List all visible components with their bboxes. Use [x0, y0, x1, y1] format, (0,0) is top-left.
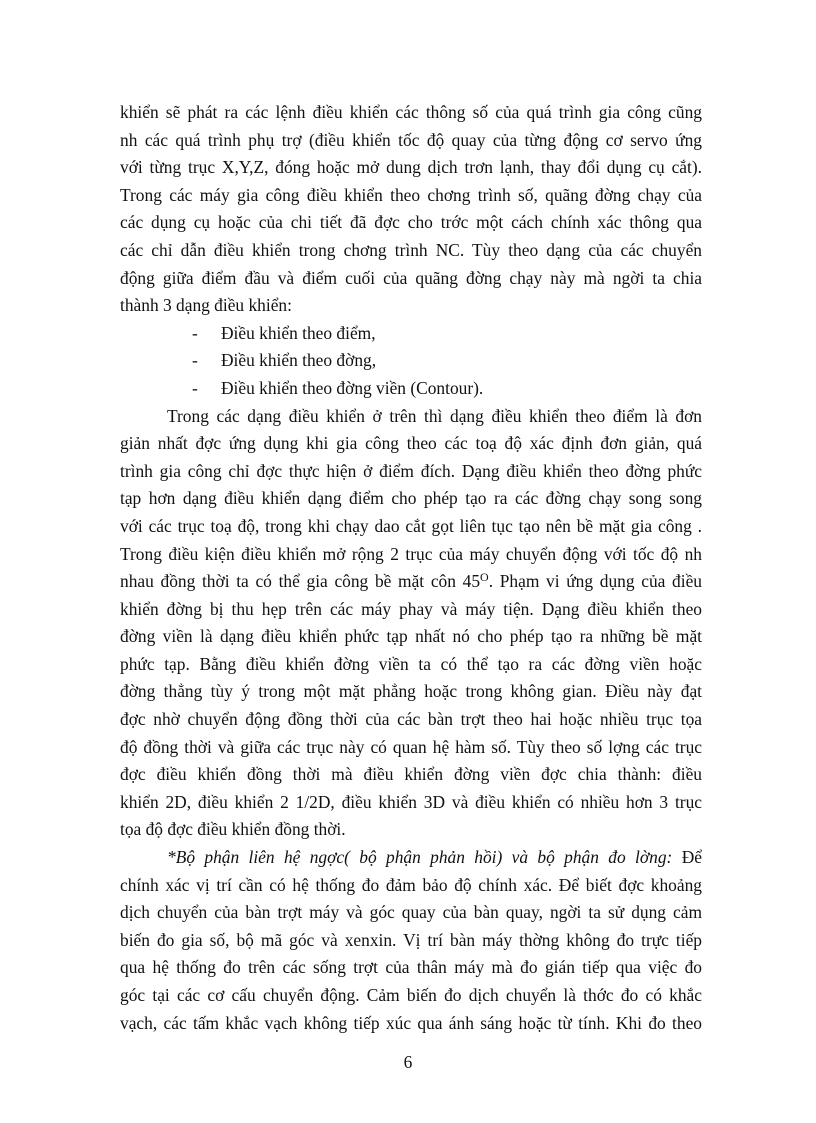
text-line: đợc nhờ chuyển động đồng thời của các bàn trợt theo hai hoặc nhiều trục tọa — [120, 709, 702, 730]
text-line: phức tạp. Bằng điều khiển đờng viền ta có thể tạo ra các đờng viền hoặc — [120, 653, 702, 674]
text-line: tọa độ đợc điều khiển đồng thời. — [120, 819, 346, 840]
text-line: chính xác vị trí cần có hệ thống đo đảm bảo độ chính xác. Để biết đợc khoảng — [120, 874, 702, 895]
text-line: trình gia công chỉ đợc thực hiện ở điểm đích. Dạng điều khiển theo đờng phức — [120, 460, 702, 481]
text-line: thành 3 dạng điều khiển: — [120, 295, 292, 316]
text-line: biến đo gia số, bộ mã góc và xenxin. Vị trí bàn máy thờng không đo trực tiếp — [120, 929, 702, 950]
text-line: góc tại các cơ cấu chuyển động. Cảm biến đo dịch chuyển là thớc đo có khắc — [120, 985, 702, 1005]
text-line: đợc điều khiển đồng thời mà điều khiển đờng viền đợc chia thành: điều — [120, 764, 702, 785]
section-heading-rest: Để — [672, 847, 702, 868]
list-item — [120, 375, 702, 403]
angle-line-suffix: . Phạm vi ứng dụng của điều — [488, 571, 703, 592]
text-line: Trong các dạng điều khiển ở trên thì dạng điều khiển theo điểm là đơn — [167, 405, 702, 426]
text-line: qua hệ thống đo trên các sống trợt của thân máy mà đo gián tiếp qua việc đo — [120, 957, 702, 978]
list-item-text: Điều khiển theo đờng viền (Contour). — [221, 377, 484, 398]
page-number: 6 — [403, 1052, 413, 1072]
list-item — [120, 320, 702, 348]
text-line: đờng viền là dạng điều khiển phức tạp nhất nó cho phép tạo ra những bề mặt — [120, 626, 702, 647]
text-line: với từng trục X,Y,Z, đóng hoặc mở dung dịch trơn lạnh, thay đổi dụng cụ cắt). — [120, 157, 702, 178]
text-line: các dụng cụ hoặc của chi tiết đã đợc cho trớc một cách chính xác thông qua — [120, 212, 702, 233]
text-line: vạch, các tấm khắc vạch không tiếp xúc qua ánh sáng hoặc từ tính. Khi đo theo — [120, 1012, 702, 1033]
list-item-text: Điều khiển theo điểm, — [221, 322, 376, 343]
bullet-dash-icon: - — [192, 322, 198, 343]
section-heading: *Bộ phận liên hệ ngợc( bộ phận phản hồi) và bộ phận đo lờng: — [167, 847, 673, 868]
text-line: dịch chuyển của bàn trợt máy và góc quay của bàn quay, ngời ta sử dụng cảm — [120, 902, 702, 923]
text-line: với các trục toạ độ, trong khi chạy dao cắt gọt liên tục tạo nên bề mặt gia công . — [120, 515, 702, 536]
text-line: khiển 2D, điều khiển 2 1/2D, điều khiển 3D và điều khiển có nhiều hơn 3 trục — [120, 791, 702, 812]
text-line: giản nhất đợc ứng dụng khi gia công theo các toạ độ xác định đơn giản, quá — [120, 433, 702, 454]
text-line: nh các quá trình phụ trợ (điều khiển tốc độ quay của từng động cơ servo ứng — [120, 129, 702, 150]
text-line: Trong điều kiện điều khiển mở rộng 2 trục của máy chuyển động với tốc độ nh — [120, 543, 702, 564]
list-item — [120, 347, 702, 375]
bullet-dash-icon: - — [192, 350, 198, 371]
bullet-list — [120, 320, 702, 403]
page-body — [120, 99, 702, 1037]
bullet-dash-icon: - — [192, 377, 198, 398]
text-line: khiển sẽ phát ra các lệnh điều khiển các thông số của quá trình gia công cũng — [120, 102, 702, 122]
text-line: tạp hơn dạng điều khiển dạng điểm cho phép tạo ra các đờng chạy song song — [120, 488, 702, 509]
text-line: khiển đờng bị thu hẹp trên các máy phay và máy tiện. Dạng điều khiển theo — [120, 598, 702, 619]
degree-symbol: O — [480, 570, 489, 585]
angle-line-prefix: nhau đồng thời ta có thể gia công bề mặt côn 45 — [120, 571, 481, 592]
text-line: động giữa điểm đầu và điểm cuối của quãng đờng chạy này mà ngời ta chia — [120, 267, 702, 288]
text-line: đờng thẳng tùy ý trong một mặt phẳng hoặc trong không gian. Điều này đạt — [120, 681, 702, 702]
text-line: độ đồng thời và giữa các trục này có quan hệ hàm số. Tùy theo số lợng các trục — [120, 736, 702, 757]
text-line: Trong các máy gia công điều khiển theo chơng trình số, quãng đờng chạy của — [120, 184, 702, 205]
list-item-text: Điều khiển theo đờng, — [221, 350, 377, 371]
section-heading-line — [120, 844, 702, 872]
text-line-with-angle — [120, 568, 702, 596]
text-line: các chỉ dẫn điều khiển trong chơng trình NC. Tùy theo dạng của các chuyển — [120, 239, 702, 260]
